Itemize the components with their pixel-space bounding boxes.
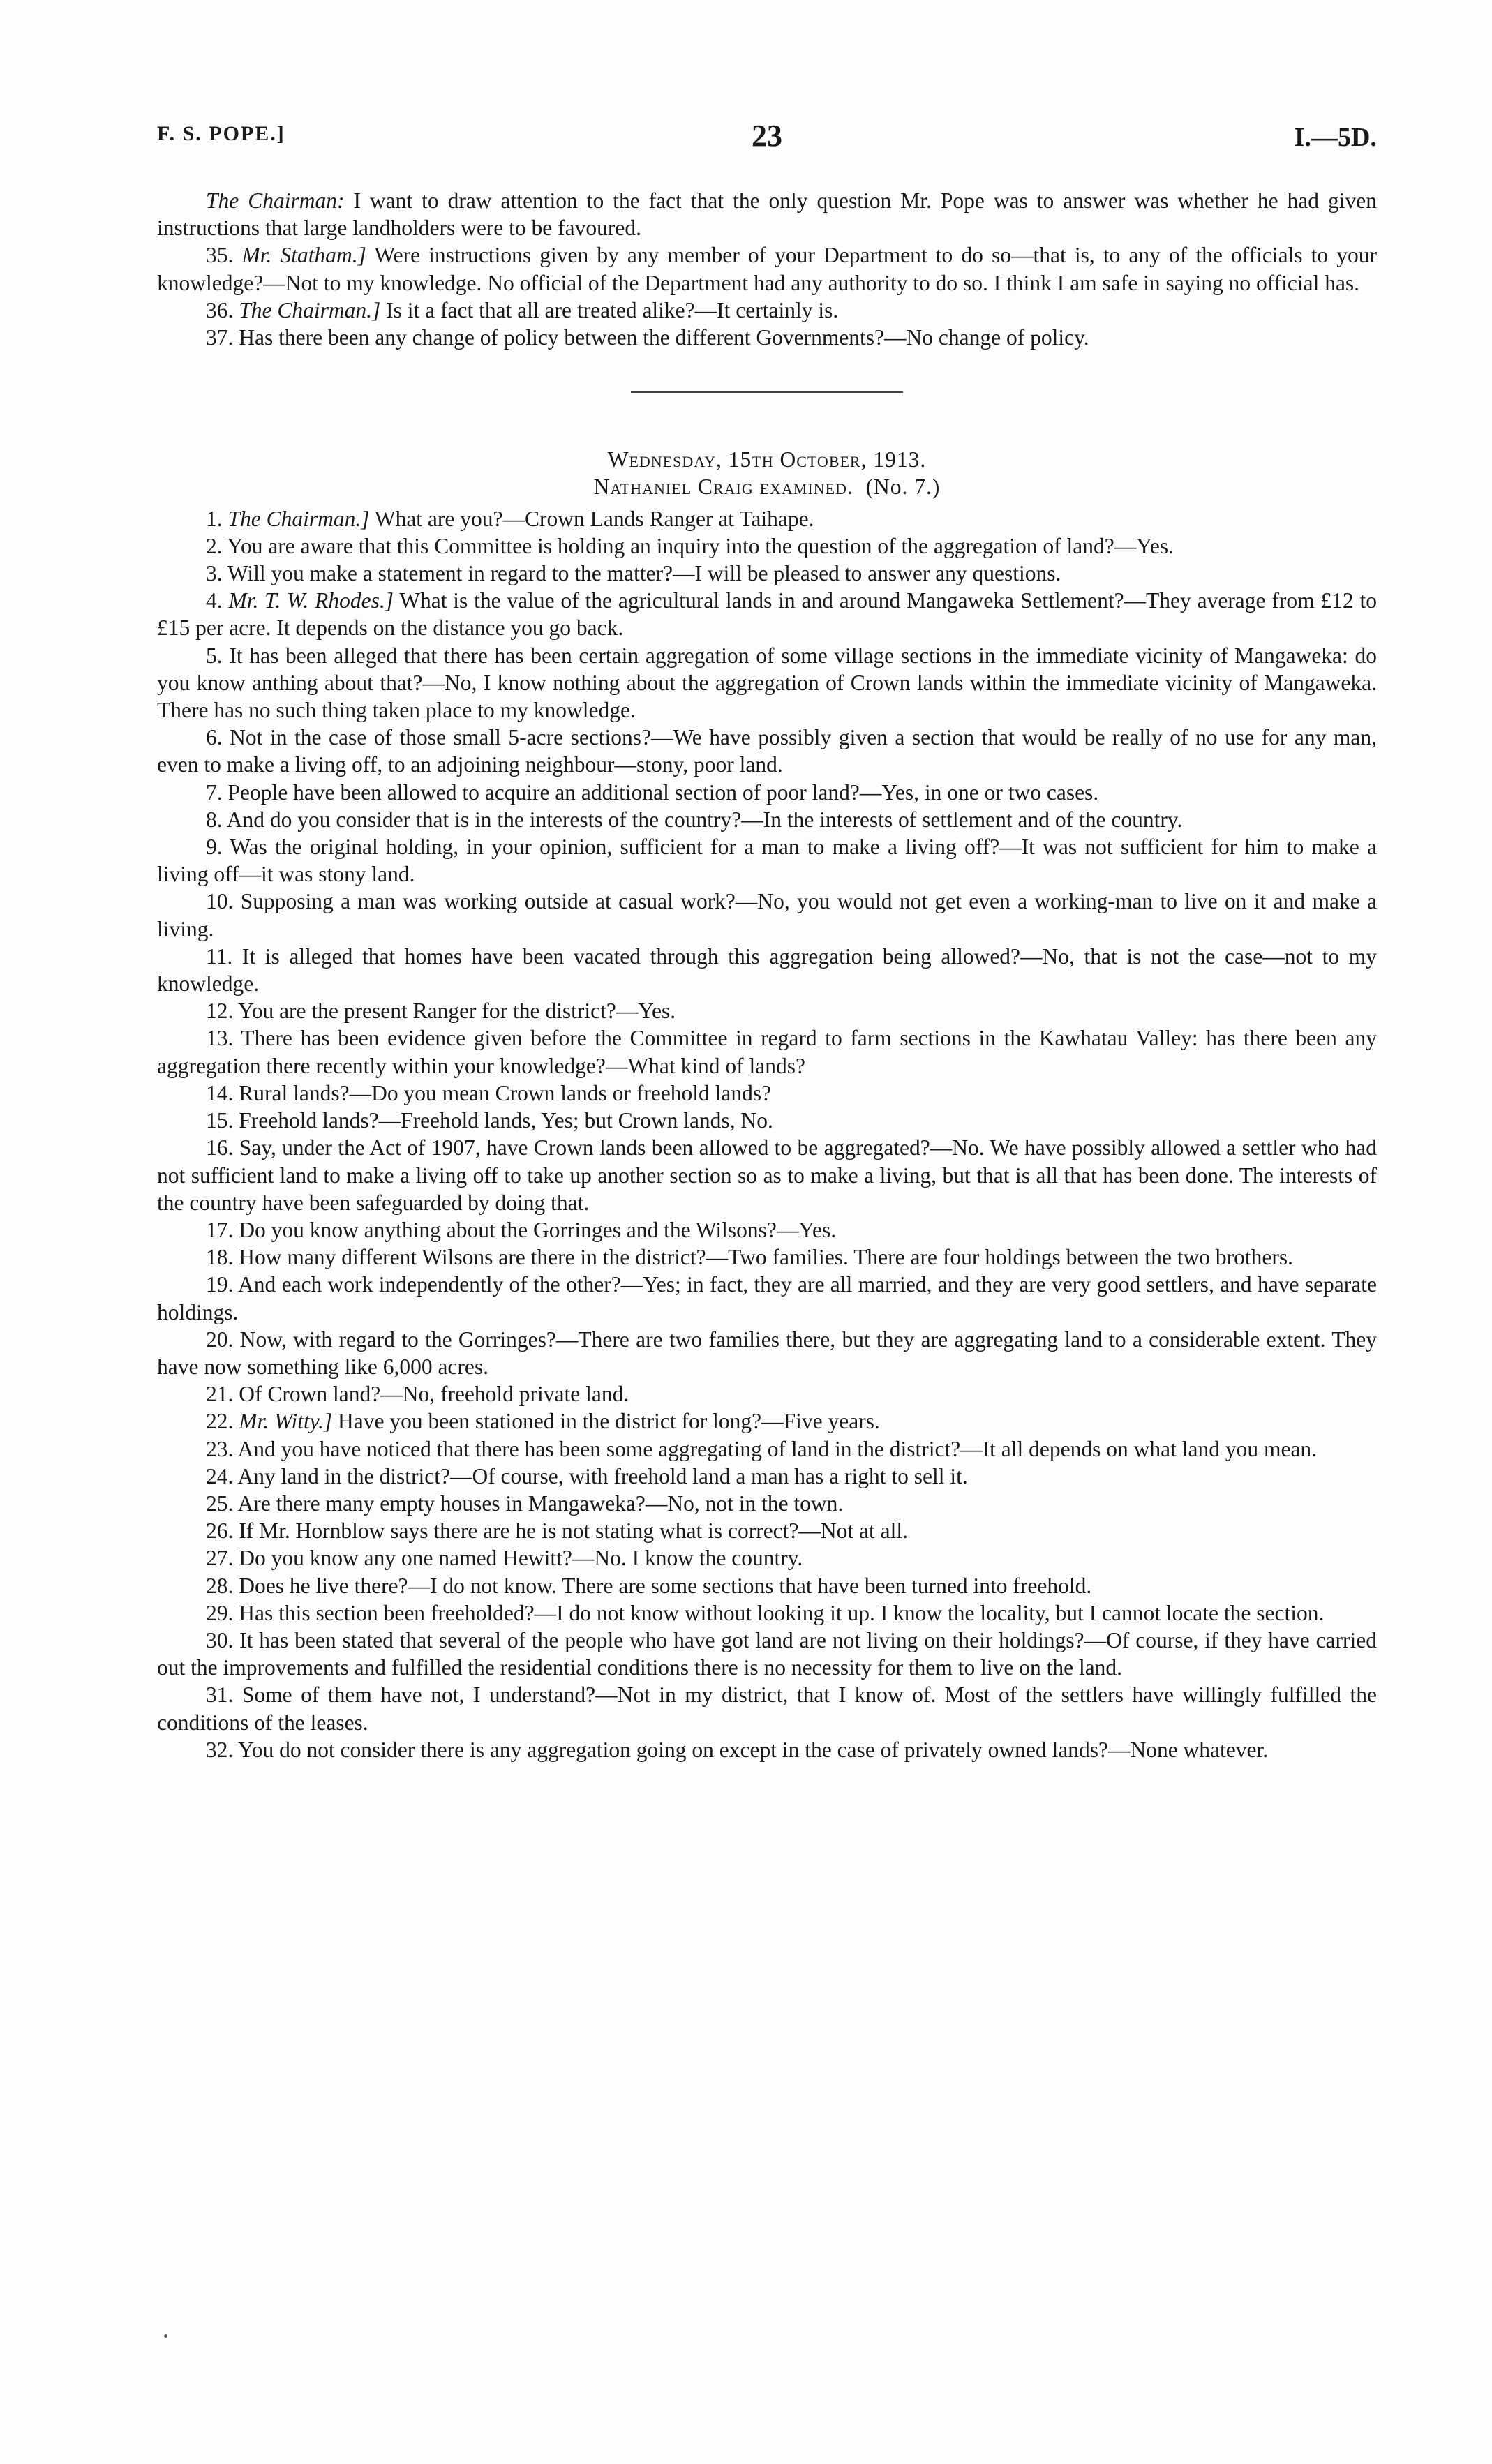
header-witness-name: F. S. POPE.] <box>157 122 285 145</box>
question-number: 3. <box>206 561 223 586</box>
question-number: 2. <box>206 533 223 558</box>
paragraph-text: If Mr. Hornblow says there are he is not stating what is correct?—Not at all. <box>239 1518 908 1544</box>
speaker-name: Mr. Statham.] <box>241 243 366 268</box>
question-number: 24. <box>206 1463 234 1488</box>
paragraph-text: You do not consider there is any aggregation going on except in the case of privately owned lands?—None whatever. <box>238 1737 1269 1762</box>
question-answer <box>157 833 1377 888</box>
question-number: 12. <box>206 999 234 1024</box>
document-body <box>157 187 1377 1763</box>
previous-witness-section <box>157 187 1377 351</box>
question-number: 6. <box>206 725 223 750</box>
header-paper-reference: I.—5D. <box>1294 123 1377 152</box>
question-number: 14. <box>206 1080 234 1105</box>
paragraph-text: It is alleged that homes have been vacated through this aggregation being allowed?—No, that is not the case—not to my knowledge. <box>157 943 1377 996</box>
question-answer <box>157 505 1377 532</box>
speaker-name: Mr. Witty.] <box>239 1409 333 1434</box>
question-answer <box>157 888 1377 942</box>
question-answer <box>157 1244 1377 1271</box>
paragraph-text: You are aware that this Committee is holding an inquiry into the question of the aggregation of land?—Yes. <box>227 533 1174 558</box>
question-answer <box>157 1463 1377 1490</box>
question-answer <box>157 943 1377 997</box>
question-number: 11. <box>206 943 233 969</box>
speaker-name: The Chairman.] <box>227 506 370 531</box>
paragraph-text: Supposing a man was working outside at casual work?—No, you would not get even a working-man to live on it and make a living. <box>157 889 1377 941</box>
question-answer <box>157 1380 1377 1408</box>
paragraph-text: Does he live there?—I do not know. There are some sections that have been turned into freehold. <box>239 1573 1092 1598</box>
paragraph-text: What are you?—Crown Lands Ranger at Taihape. <box>369 506 814 531</box>
question-number: 23. <box>206 1436 234 1461</box>
witness-heading <box>157 473 1377 500</box>
paragraph-text: Are there many empty houses in Mangaweka?—No, not in the town. <box>237 1491 844 1516</box>
question-number: 31. <box>206 1682 234 1708</box>
paragraph-text: Is it a fact that all are treated alike?—It certainly is. <box>380 297 839 322</box>
question-number: 10. <box>206 889 234 914</box>
question-number: 28. <box>206 1573 234 1598</box>
speaker-name: Mr. T. W. Rhodes.] <box>228 588 394 613</box>
witness-number: (No. 7.) <box>865 475 941 500</box>
question-answer <box>157 1024 1377 1079</box>
paragraph-text: Has there been any change of policy between the different Governments?—No change of policy. <box>239 325 1089 350</box>
paragraph-text: Rural lands?—Do you mean Crown lands or freehold lands? <box>239 1080 772 1105</box>
question-number: 32. <box>206 1737 234 1762</box>
paragraph-text: It has been alleged that there has been certain aggregation of some village sections in the immediate vicinity of Mangaweka: do you know anthing about that?—No, I know nothing about the aggregation of Crown lands within the immediate vicinity of Mangaweka. There has no such thing taken place to my knowledge. <box>157 643 1378 723</box>
testimony-paragraph <box>157 241 1377 296</box>
paragraph-text: Do you know anything about the Gorringes and the Wilsons?—Yes. <box>239 1217 837 1242</box>
question-number: 15. <box>206 1108 234 1133</box>
question-number: 16. <box>206 1135 234 1160</box>
paragraph-text: People have been allowed to acquire an additional section of poor land?—Yes, in one or two cases. <box>227 779 1099 805</box>
question-number: 18. <box>206 1245 234 1270</box>
paragraph-text: Will you make a statement in regard to the matter?—I will be pleased to answer any questions. <box>227 561 1061 586</box>
testimony-paragraph <box>157 187 1377 241</box>
paragraph-text: And each work independently of the other?—Yes; in fact, they are all married, and they are very good settlers, and have separate holdings. <box>157 1272 1377 1324</box>
paragraph-text: Now, with regard to the Gorringes?—There are two families there, but they are aggregating land to a considerable extent. They have now something like 6,000 acres. <box>157 1327 1377 1379</box>
session-date: Wednesday, 15th October, 1913. <box>607 447 927 472</box>
question-number: 25. <box>206 1491 234 1516</box>
question-answer <box>157 1326 1377 1380</box>
question-answer <box>157 532 1377 560</box>
question-number: 1. <box>206 506 223 531</box>
paragraph-text: What is the value of the agricultural lands in and around Mangaweka Settlement?—They average from £12 to £15 per acre. It depends on the distance you go back. <box>157 588 1377 641</box>
question-answer <box>157 1216 1377 1244</box>
paragraph-text: Do you know any one named Hewitt?—No. I know the country. <box>239 1546 803 1571</box>
question-answer <box>157 997 1377 1024</box>
speaker-name: The Chairman.] <box>239 297 381 322</box>
question-answer <box>157 1435 1377 1463</box>
question-answer <box>157 587 1377 641</box>
question-answer <box>157 1080 1377 1107</box>
question-answer <box>157 1107 1377 1134</box>
page-number: 23 <box>752 119 782 153</box>
question-number: 5. <box>206 643 223 668</box>
question-number: 4. <box>206 588 223 613</box>
question-number: 17. <box>206 1217 234 1242</box>
testimony-paragraph <box>157 297 1377 324</box>
question-number: 21. <box>206 1382 234 1407</box>
paragraph-text: Have you been stationed in the district for long?—Five years. <box>332 1409 880 1434</box>
question-number: 36. <box>206 297 234 322</box>
section-divider <box>631 391 903 393</box>
paragraph-text: Were instructions given by any member of your Department to do so—that is, to any of the officials to your knowledge?—Not to my knowledge. No official of the Department had any authority to do so. I think I am safe in saying no official has. <box>157 243 1377 295</box>
question-number: 13. <box>206 1026 234 1051</box>
question-answer <box>157 1490 1377 1517</box>
question-answer <box>157 1736 1377 1763</box>
question-number: 20. <box>206 1327 234 1352</box>
question-answer <box>157 1572 1377 1599</box>
question-answer <box>157 1134 1377 1216</box>
question-answer <box>157 1599 1377 1627</box>
paragraph-text: Any land in the district?—Of course, with freehold land a man has a right to sell it. <box>237 1463 968 1488</box>
paragraph-text: It has been stated that several of the people who have got land are not living on their holdings?—Of course, if they have carried out the improvements and fulfilled the residential conditions there is no necessity for them to live on the land. <box>157 1627 1378 1680</box>
question-number: 37. <box>206 325 234 350</box>
paragraph-text: And you have noticed that there has been some aggregating of land in the district?—It all depends on what land you mean. <box>237 1436 1318 1461</box>
testimony-paragraph <box>157 324 1377 351</box>
question-answer <box>157 1517 1377 1544</box>
witness-name: Nathaniel Craig examined. <box>593 475 853 500</box>
question-answer <box>157 1627 1377 1681</box>
question-answer <box>157 1544 1377 1571</box>
paragraph-text: Has this section been freeholded?—I do not know without looking it up. I know the locality, but I cannot locate the section. <box>239 1600 1325 1625</box>
paragraph-text: Was the original holding, in your opinion, sufficient for a man to make a living off?—It was not sufficient for him to make a living off—it was stony land. <box>157 835 1377 887</box>
question-number: 9. <box>206 835 223 860</box>
question-number: 27. <box>206 1546 234 1571</box>
question-number: 26. <box>206 1518 234 1544</box>
question-answer <box>157 1271 1377 1325</box>
question-answer <box>157 806 1377 833</box>
paragraph-text: And do you consider that is in the interests of the country?—In the interests of settlement and of the country. <box>226 807 1183 832</box>
stray-mark <box>164 2334 167 2338</box>
question-number: 19. <box>206 1272 234 1297</box>
paragraph-text: Some of them have not, I understand?—Not in my district, that I know of. Most of the settlers have willingly fulfilled the conditions of the leases. <box>157 1682 1378 1735</box>
question-number: 29. <box>206 1600 234 1625</box>
question-number: 30. <box>206 1627 234 1652</box>
question-number: 7. <box>206 779 223 805</box>
question-answer <box>157 642 1377 724</box>
question-answer <box>157 1681 1377 1735</box>
question-number: 35. <box>206 243 234 268</box>
paragraph-text: You are the present Ranger for the district?—Yes. <box>238 999 676 1024</box>
examination-questions <box>157 505 1377 1763</box>
paragraph-text: How many different Wilsons are there in the district?—Two families. There are four holdings between the two brothers. <box>239 1245 1293 1270</box>
question-number: 8. <box>206 807 223 832</box>
question-answer <box>157 779 1377 806</box>
question-answer <box>157 724 1377 778</box>
paragraph-text: Say, under the Act of 1907, have Crown lands been allowed to be aggregated?—No. We have possibly allowed a settler who had not sufficient land to make a living off to take up another section so as to make a living, but that is all that has been done. The interests of the country have been safeguarded by doing that. <box>157 1135 1377 1215</box>
speaker-name: The Chairman: <box>206 188 345 213</box>
question-answer <box>157 560 1377 587</box>
paragraph-text: I want to draw attention to the fact that the only question Mr. Pope was to answer was whether he had given instructions that large landholders were to be favoured. <box>157 188 1377 241</box>
question-answer <box>157 1408 1377 1435</box>
paragraph-text: Of Crown land?—No, freehold private land. <box>239 1382 629 1407</box>
paragraph-text: Freehold lands?—Freehold lands, Yes; but Crown lands, No. <box>239 1108 773 1133</box>
page-header <box>157 119 1377 164</box>
question-number: 22. <box>206 1409 234 1434</box>
paragraph-text: There has been evidence given before the Committee in regard to farm sections in the Kawhatau Valley: has there been any aggregation there recently within your knowledge?—What kind of lands? <box>157 1026 1377 1078</box>
paragraph-text: Not in the case of those small 5-acre sections?—We have possibly given a section that would be really of no use for any man, even to make a living off, to an adjoining neighbour—stony, poor land. <box>157 725 1377 777</box>
